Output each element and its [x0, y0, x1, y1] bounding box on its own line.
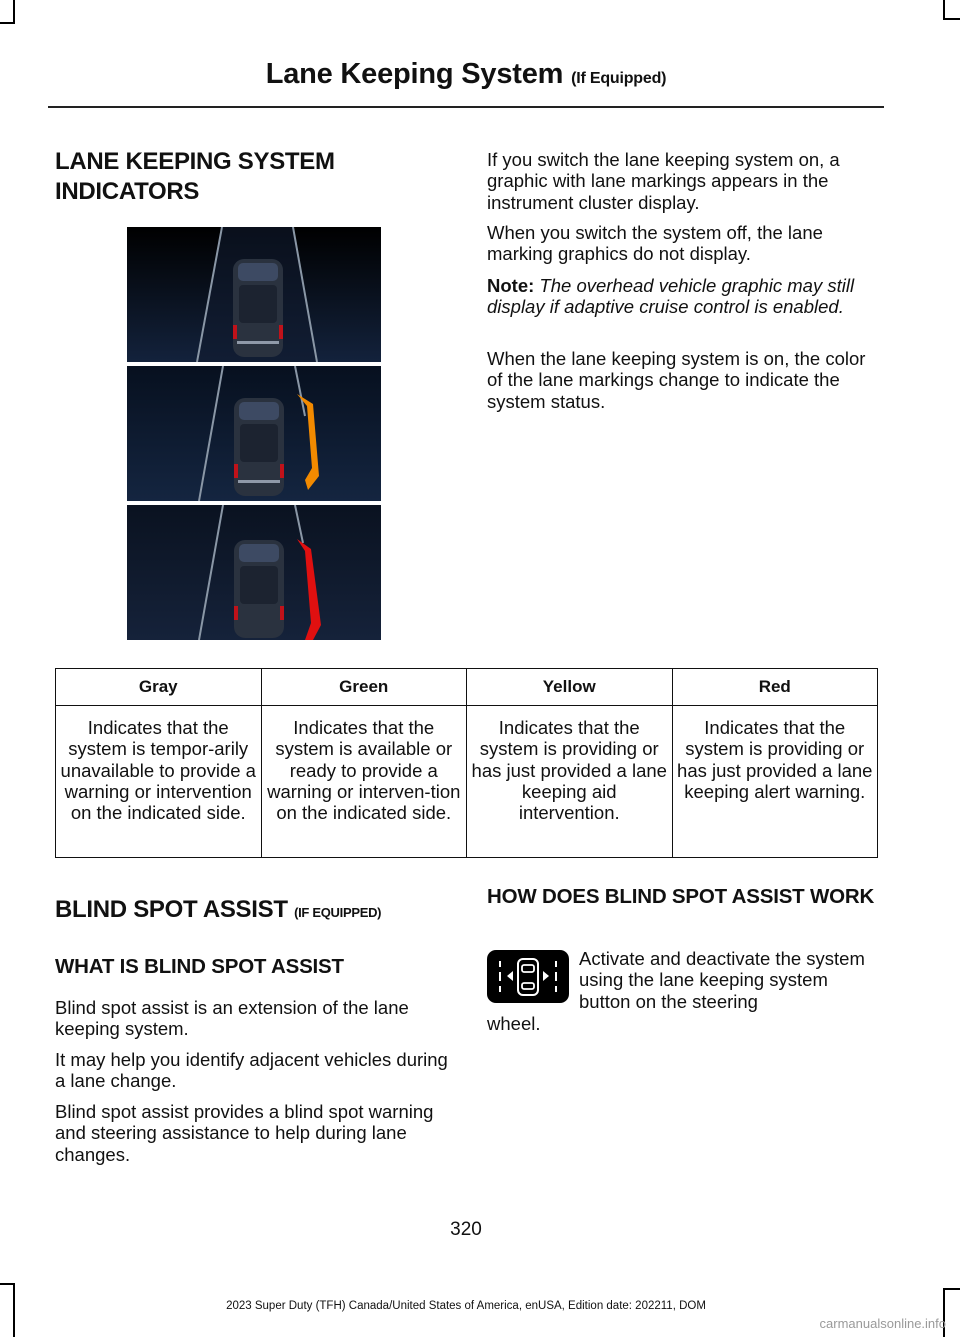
table-header-row — [56, 669, 878, 706]
gray-lane-panel — [127, 227, 381, 362]
blind-spot-paragraph-2: It may help you identify adjacent vehicles during a lane change. — [55, 1049, 448, 1092]
how-it-works-text: Activate and deactivate the system using the lane keeping system button on the steering — [579, 948, 865, 1012]
status-paragraph: When the lane keeping system is on, the color of the lane markings change to indicate the system status. — [487, 348, 866, 412]
blind-spot-heading — [55, 895, 381, 928]
lane-indicators-figure — [127, 227, 381, 640]
crop-mark — [943, 18, 960, 20]
note-paragraph — [487, 275, 872, 318]
lane-color-table — [55, 668, 878, 858]
table-header-green: Green — [261, 669, 467, 706]
blind-spot-heading-text: BLIND SPOT ASSIST — [55, 896, 288, 923]
page-header — [0, 58, 932, 91]
crop-mark — [943, 1288, 960, 1290]
crop-mark — [0, 1283, 15, 1285]
vehicle-icon — [234, 540, 284, 638]
header-divider — [48, 106, 884, 108]
how-it-works-heading: HOW DOES BLIND SPOT ASSIST WORK — [487, 885, 875, 908]
table-header-red: Red — [672, 669, 878, 706]
red-lane-panel — [127, 505, 381, 640]
crop-mark — [0, 22, 15, 24]
header-title: Lane Keeping System — [265, 58, 564, 90]
yellow-lane-panel — [127, 366, 381, 501]
indicators-heading-line1: LANE KEEPING SYSTEM — [55, 148, 335, 175]
table-cell-gray: Indicates that the system is tempor-arily unavailable to provide a warning or intervention on the indicated side. — [56, 706, 262, 858]
intro-paragraph-2: When you switch the system off, the lane marking graphics do not display. — [487, 222, 823, 265]
header-title-suffix: (If Equipped) — [571, 70, 667, 87]
blind-spot-paragraph-3: Blind spot assist provides a blind spot warning and steering assistance to help during lane changes. — [55, 1101, 434, 1165]
note-text: The overhead vehicle graphic may still display if adaptive cruise control is enabled. — [487, 275, 855, 318]
vehicle-icon — [233, 259, 283, 357]
table-header-gray: Gray — [56, 669, 262, 706]
table-cell-red: Indicates that the system is providing or has just provided a lane keeping alert warning. — [672, 706, 878, 858]
table-row — [56, 706, 878, 858]
indicators-heading-line2: INDICATORS — [55, 178, 200, 205]
intro-paragraph-1: If you switch the lane keeping system on, a graphic with lane markings appears in the instrument cluster display. — [487, 149, 840, 213]
what-is-heading: WHAT IS BLIND SPOT ASSIST — [55, 955, 344, 978]
blind-spot-paragraph-1: Blind spot assist is an extension of the lane keeping system. — [55, 997, 409, 1040]
how-it-works-text-end: wheel. — [487, 1013, 541, 1034]
vehicle-icon — [234, 398, 284, 496]
table-cell-green: Indicates that the system is available or ready to provide a warning or interven-tion on the indicated side. — [261, 706, 467, 858]
lane-keeping-button-icon — [487, 950, 569, 1003]
page-number: 320 — [450, 1219, 482, 1240]
watermark: carmanualsonline.info — [819, 1316, 946, 1331]
table-cell-yellow: Indicates that the system is providing or has just provided a lane keeping aid intervention. — [467, 706, 673, 858]
note-label: Note: — [487, 275, 535, 296]
crop-mark — [13, 0, 15, 24]
blind-spot-heading-suffix: (IF EQUIPPED) — [294, 905, 382, 920]
crop-mark — [943, 0, 945, 20]
edition-line: 2023 Super Duty (TFH) Canada/United States of America, enUSA, Edition date: 202211, DOM — [226, 1300, 706, 1312]
table-header-yellow: Yellow — [467, 669, 673, 706]
